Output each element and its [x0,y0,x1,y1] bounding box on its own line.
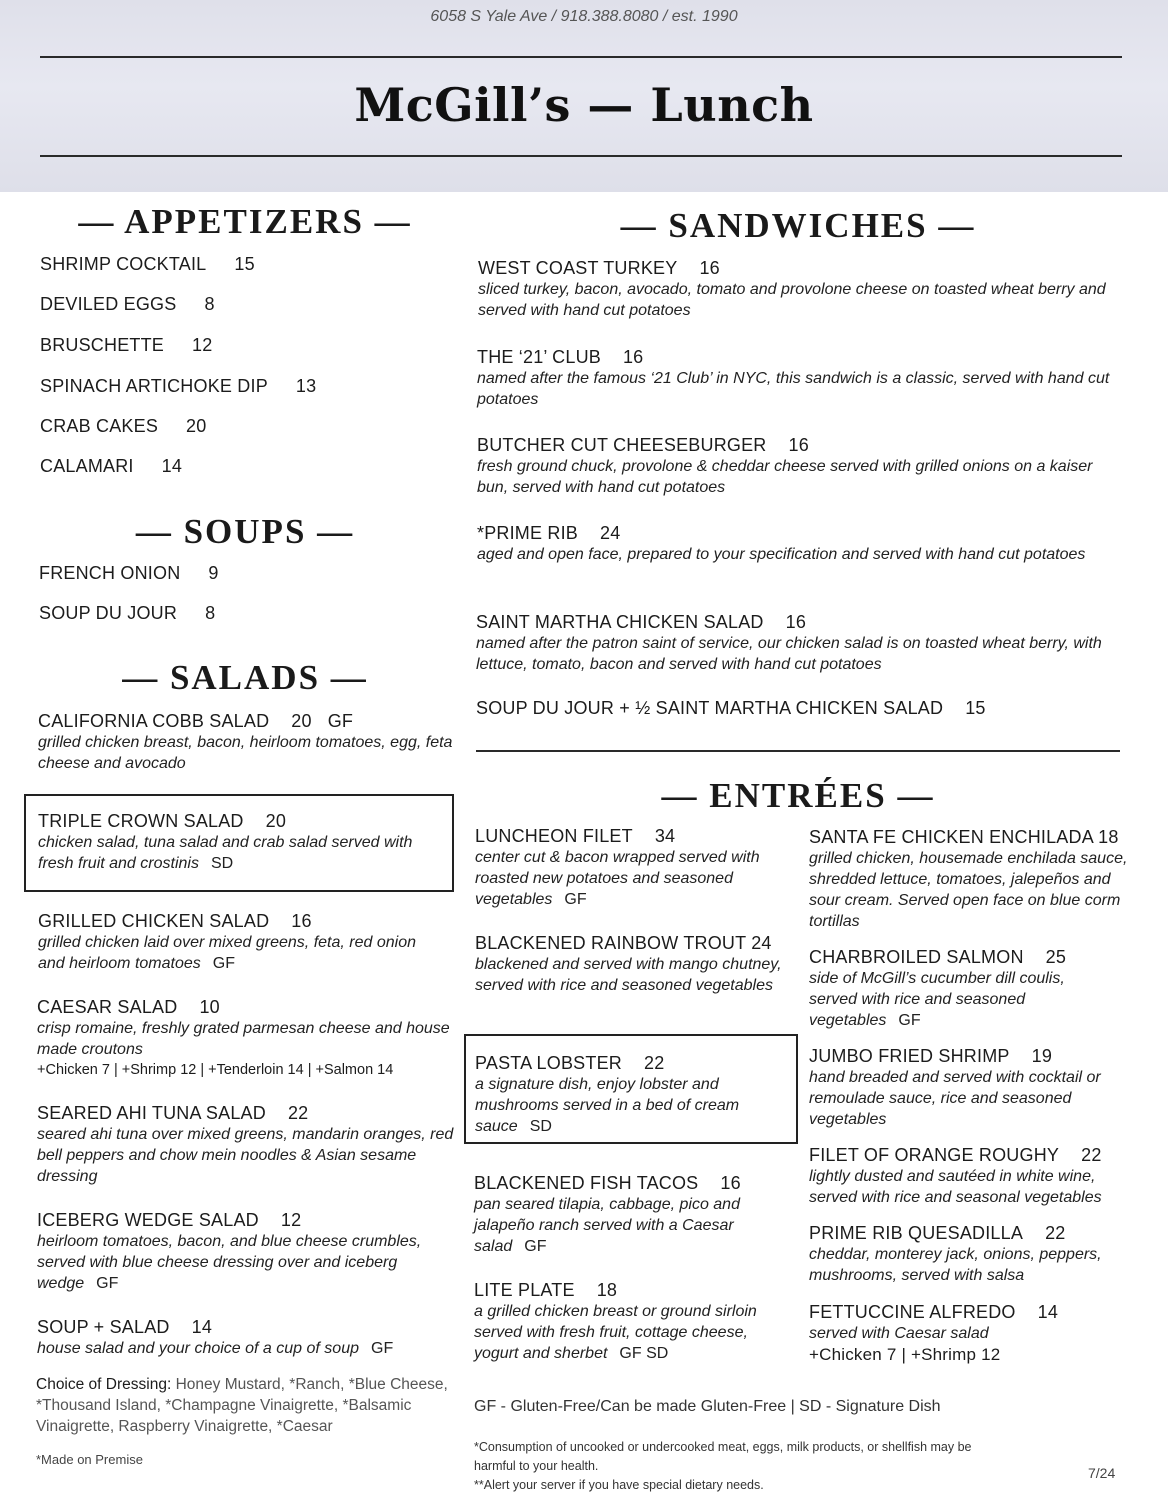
item-tag: GF SD [619,1345,669,1362]
menu-title: McGill’s — Lunch [354,78,814,132]
item-name: CALAMARI [40,456,134,476]
disclaimer-line-1: *Consumption of uncooked or undercooked meat, eggs, milk products, or shellfish may be harmful to your health. [474,1440,972,1473]
item-description-text: pan seared tilapia, cabbage, pico and jalapeño ranch served with a Caesar salad [474,1196,740,1255]
item-name: SOUP DU JOUR [39,603,178,623]
item-header [474,1172,779,1194]
item-price: 24 [600,523,621,543]
item-description: fresh ground chuck, provolone & cheddar cheese served with grilled onions on a kaiser bun, served with hand cut potatoes [477,458,1093,496]
item-header [474,1279,779,1301]
item-name: SAINT MARTHA CHICKEN SALAD [476,612,764,632]
item-name: FETTUCCINE ALFREDO [809,1302,1016,1322]
item-name: CALIFORNIA COBB SALAD [38,711,270,731]
menu-item-appetizer [40,376,316,397]
menu-item-salad [38,910,438,974]
item-price: 14 [191,1317,213,1337]
disclaimer-line-2: **Alert your server if you have special dietary needs. [474,1478,764,1492]
item-price: 16 [788,435,809,455]
menu-item-sandwich [477,434,1122,498]
item-tag: GF [524,1238,547,1255]
menu-item-sandwich [476,697,1116,719]
item-header [37,996,455,1018]
section-heading-appetizers: — APPETIZERS — [78,202,412,241]
item-tag: SD [210,855,234,872]
item-price: 34 [654,826,676,846]
item-name: TRIPLE CROWN SALAD [38,811,244,831]
item-header [477,522,1107,544]
item-description-text: side of McGill’s cucumber dill coulis, served with rice and seasoned vegetables [809,970,1065,1029]
section-heading-salads: — SALADS — [122,658,368,697]
item-description: sliced turkey, bacon, avocado, tomato and provolone cheese on toasted wheat berry and served with hand cut potatoes [478,281,1106,319]
item-header [37,1209,455,1231]
menu-item-salad [37,1209,455,1294]
item-name: BLACKENED FISH TACOS [474,1173,699,1193]
item-price: 14 [1037,1302,1059,1322]
item-tag: GF [212,955,235,972]
item-name: SANTA FE CHICKEN ENCHILADA [809,827,1093,847]
item-price: 8 [205,603,216,623]
item-price: 15 [234,254,255,274]
item-tag: GF [898,1012,921,1029]
item-header [475,932,795,954]
menu-item-appetizer [40,456,182,477]
menu-item-entree [809,1301,1124,1366]
item-header [475,1052,775,1074]
item-description: grilled chicken, housemade enchilada sauce, shredded lettuce, tomatoes, jalepeños and sour cream. Served open face on blue corm tortillas [809,850,1128,930]
menu-item-sandwich [477,522,1107,565]
item-description: grilled chicken breast, bacon, heirloom tomatoes, egg, feta cheese and avocado [38,734,453,772]
menu-item-entree [809,1222,1124,1286]
item-header [809,1222,1124,1244]
item-tag: GF [371,1340,394,1357]
item-name: CHARBROILED SALMON [809,947,1024,967]
sandwiches-divider [476,750,1120,752]
header-rule-top [40,56,1122,58]
item-price: 14 [161,456,183,476]
item-price: 16 [720,1173,741,1193]
item-price: 19 [1031,1046,1053,1066]
item-name: BRUSCHETTE [40,335,165,355]
menu-item-appetizer [40,416,206,437]
item-name: DEVILED EGGS [40,294,177,314]
item-description: served with Caesar salad [809,1325,989,1342]
dressing-choices [36,1374,456,1437]
section-heading-entrees: — ENTRÉES — [661,776,935,815]
item-name: JUMBO FRIED SHRIMP [809,1046,1010,1066]
item-price: 15 [965,698,986,718]
item-price: 20 [265,811,287,831]
item-price: 22 [1081,1145,1102,1165]
item-description-text: house salad and your choice of a cup of soup [37,1340,359,1357]
menu-item-sandwich [478,257,1118,321]
item-price: 24 [751,933,772,953]
item-tag: SD [529,1118,552,1135]
item-name: SOUP DU JOUR + ½ SAINT MARTHA CHICKEN SALAD [476,698,944,718]
item-tag: GF [327,711,354,731]
item-header [476,697,1116,719]
dressing-options: Honey Mustard, *Ranch, *Blue Cheese, *Thousand Island, *Champagne Vinaigrette, *Balsamic Vinaigrette, Raspberry Vinaigrette, *Caesar [36,1376,448,1435]
item-description [475,847,775,910]
item-price: 22 [287,1103,309,1123]
item-description: aged and open face, prepared to your specification and served with hand cut potatoes [477,546,1086,563]
item-header [38,910,438,932]
menu-item-entree [475,1052,775,1137]
item-header [38,810,438,832]
item-description [38,832,438,874]
menu-item-salad [37,996,455,1080]
item-price: 25 [1045,947,1067,967]
item-header [477,346,1117,368]
dressing-label: Choice of Dressing: [36,1376,172,1393]
item-description: hand breaded and served with cocktail or remoulade sauce, rice and seasoned vegetables [809,1069,1101,1128]
item-name: ICEBERG WEDGE SALAD [37,1210,259,1230]
menu-item-sandwich [477,346,1117,410]
menu-item-salad [37,1102,455,1187]
item-description [475,1074,775,1137]
item-description: named after the famous ‘21 Club’ in NYC, this sandwich is a classic, served with hand cut potatoes [477,370,1110,408]
item-header [38,710,453,732]
item-price: 16 [699,258,720,278]
menu-item-entree [809,1144,1124,1208]
item-description: blackened and served with mango chutney, served with rice and seasoned vegetables [475,956,782,994]
item-name: CRAB CAKES [40,416,159,436]
item-header [37,1102,455,1124]
item-addons: +Chicken 7 | +Shrimp 12 [809,1345,1001,1364]
item-description: cheddar, monterey jack, onions, peppers, mushrooms, served with salsa [809,1246,1102,1284]
menu-item-entree [474,1279,779,1364]
item-price: 18 [1098,827,1119,847]
item-description-text: heirloom tomatoes, bacon, and blue cheese crumbles, served with blue cheese dressing over and iceberg wedge [37,1233,422,1292]
item-description [37,1338,457,1359]
item-header [478,257,1118,279]
item-tag: GF [96,1275,119,1292]
item-price: 18 [596,1280,618,1300]
section-heading-sandwiches: — SANDWICHES — [620,206,976,245]
header-rule-bottom [40,155,1122,157]
menu-item-entree [474,1172,779,1257]
item-header [809,1144,1124,1166]
item-name: CAESAR SALAD [37,997,178,1017]
item-description: crisp romaine, freshly grated parmesan cheese and house made croutons [37,1020,450,1058]
item-price: 8 [204,294,215,314]
item-description: lightly dusted and sautéed in white wine, served with rice and seasonal vegetables [809,1168,1102,1206]
menu-item-salad [37,1316,457,1359]
menu-item-appetizer [40,254,255,275]
menu-item-entree [475,932,795,996]
item-price: 16 [291,911,312,931]
item-name: SOUP + SALAD [37,1317,170,1337]
item-description [474,1301,779,1364]
menu-item-entree [809,1045,1124,1130]
menu-item-soup [39,603,215,624]
item-name: PRIME RIB QUESADILLA [809,1223,1024,1243]
item-name: WEST COAST TURKEY [478,258,678,278]
menu-item-salad [38,810,438,874]
item-name: LUNCHEON FILET [475,826,633,846]
item-name: FRENCH ONION [39,563,181,583]
item-description [38,932,438,974]
item-name: PASTA LOBSTER [475,1053,622,1073]
menu-item-appetizer [40,294,215,315]
item-price: 16 [622,347,644,367]
tag-legend: GF - Gluten-Free/Can be made Gluten-Free | SD - Signature Dish [474,1398,941,1415]
item-price: 9 [208,563,219,583]
menu-item-sandwich [476,611,1116,675]
menu-item-salad [38,710,453,774]
item-addons: +Chicken 7 | +Shrimp 12 | +Tenderloin 14 | +Salmon 14 [37,1062,394,1078]
item-header [477,434,1122,456]
item-header [809,826,1129,848]
item-name: THE ‘21’ CLUB [477,347,601,367]
item-description-text: chicken salad, tuna salad and crab salad served with fresh fruit and crostinis [38,834,413,872]
item-description-text: center cut & bacon wrapped served with roasted new potatoes and seasoned vegetables [475,849,760,908]
item-price: 12 [280,1210,302,1230]
restaurant-address: 6058 S Yale Ave / 918.388.8080 / est. 1990 [430,8,738,25]
item-price: 20 [291,711,312,731]
item-header [809,946,1109,968]
item-description-text: a grilled chicken breast or ground sirloin served with fresh fruit, cottage cheese, yogurt and sherbet [474,1303,757,1362]
item-name: SEARED AHI TUNA SALAD [37,1103,266,1123]
menu-item-appetizer [40,335,212,356]
health-disclaimer [474,1438,1014,1495]
item-name: BUTCHER CUT CHEESEBURGER [477,435,767,455]
menu-item-entree [809,826,1129,932]
item-description-text: grilled chicken laid over mixed greens, feta, red onion and heirloom tomatoes [38,934,416,972]
item-price: 22 [1045,1223,1066,1243]
item-header [475,825,775,847]
item-name: FILET OF ORANGE ROUGHY [809,1145,1060,1165]
item-description: named after the patron saint of service, our chicken salad is on toasted wheat berry, with lettuce, tomato, bacon and served with hand cut potatoes [476,635,1102,673]
section-heading-soups: — SOUPS — [135,512,355,551]
menu-item-entree [475,825,775,910]
menu-item-soup [39,563,219,584]
item-description [809,968,1109,1031]
item-description [37,1231,455,1294]
item-header [809,1301,1124,1323]
item-name: *PRIME RIB [477,523,579,543]
item-name: BLACKENED RAINBOW TROUT [475,933,746,953]
item-price: 12 [192,335,213,355]
item-name: GRILLED CHICKEN SALAD [38,911,270,931]
menu-item-entree [809,946,1109,1031]
item-tag: GF [564,891,587,908]
item-price: 20 [186,416,207,436]
item-price: 13 [295,376,317,396]
item-name: SPINACH ARTICHOKE DIP [40,376,268,396]
item-header [476,611,1116,633]
menu-date-code: 7/24 [1088,1465,1116,1481]
item-price: 16 [785,612,807,632]
item-header [37,1316,457,1338]
item-name: SHRIMP COCKTAIL [40,254,207,274]
item-header [809,1045,1124,1067]
item-price: 22 [643,1053,665,1073]
item-price: 10 [199,997,220,1017]
made-on-premise-note: *Made on Premise [36,1452,143,1467]
item-description: seared ahi tuna over mixed greens, mandarin oranges, red bell peppers and chow mein noodles & Asian sesame dressing [37,1126,454,1185]
item-name: LITE PLATE [474,1280,575,1300]
item-description-text: a signature dish, enjoy lobster and mushrooms served in a bed of cream sauce [475,1076,740,1135]
item-description [474,1194,779,1257]
